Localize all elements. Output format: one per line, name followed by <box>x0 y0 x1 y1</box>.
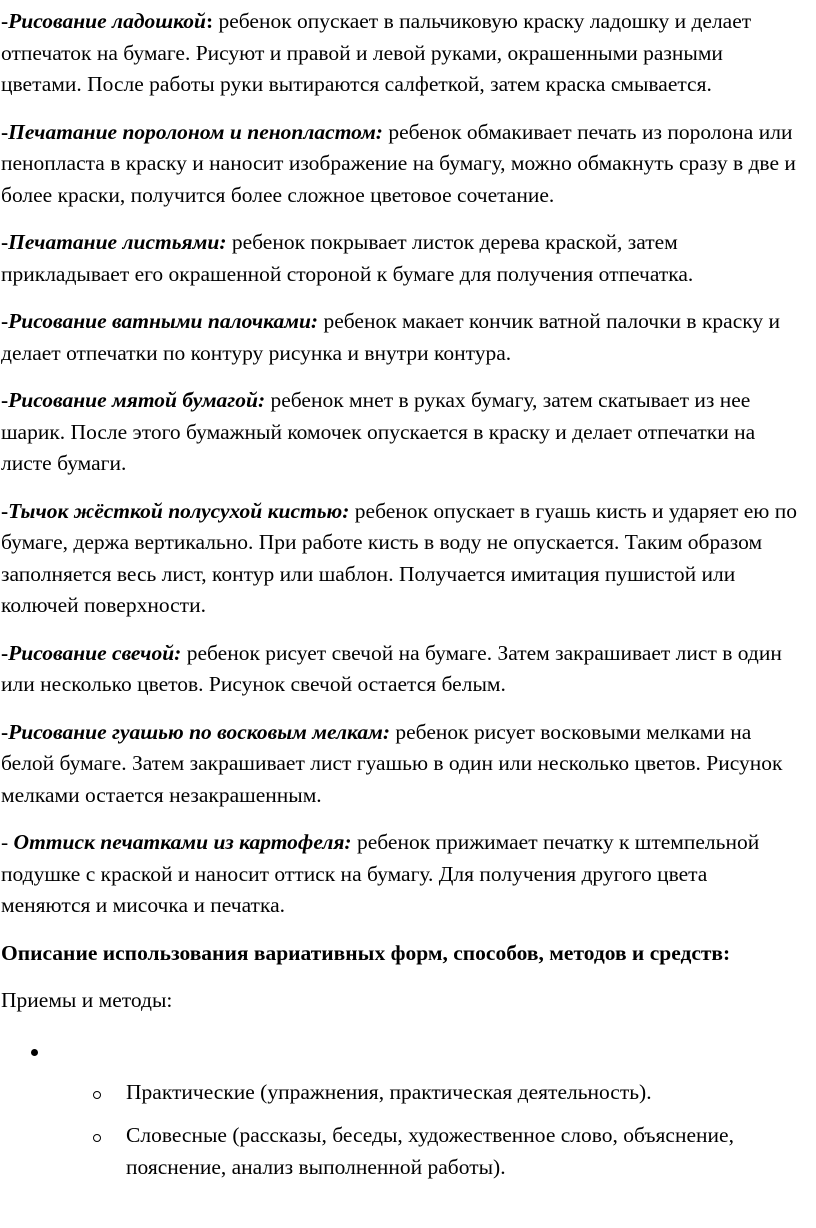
paragraph-prefix: - <box>1 640 9 665</box>
section-heading: Описание использования вариативных форм, способов, методов и средств: <box>1 940 731 965</box>
paragraph-prefix: - <box>1 119 9 144</box>
method-text: Словесные (рассказы, беседы, художественное слово, объяснение, пояснение, анализ выполненной работы). <box>126 1123 734 1179</box>
methods-label: Приемы и методы: <box>1 988 173 1012</box>
technique-paragraph-candle <box>1 638 802 701</box>
technique-term: Рисование ватными палочками: <box>8 309 319 333</box>
paragraph-prefix: - <box>1 388 9 412</box>
paragraph-prefix: - <box>1 498 9 523</box>
technique-paragraph-wax-crayons <box>1 717 802 812</box>
technique-description: ребенок прижимает печатку к штемпельной подушке с краской и наносит оттиск на бумагу. Для получения другого цвета меняются и мисочка и печатка. <box>1 830 760 917</box>
methods-sublist <box>0 1077 816 1184</box>
method-text: Практические (упражнения, практическая деятельность). <box>126 1079 652 1104</box>
technique-description: ребенок макает кончик ватной палочки в краску и делает отпечатки по контуру рисунка и внутри контура. <box>1 309 781 365</box>
technique-term: Печатание поролоном и пенопластом: <box>8 119 383 144</box>
technique-description: ребенок обмакивает печать из поролона или пенопласта в краску и наносит изображение на бумагу, можно обмакнуть сразу в две и более краски, получится более сложное цветовое сочетание. <box>1 119 796 207</box>
technique-description: ребенок опускает в пальчиковую краску ладошку и делает отпечаток на бумаге. Рисуют и правой и левой руками, окрашенными разными цветами. После работы руки вытираются салфеткой, затем краска смывается. <box>1 9 752 96</box>
technique-paragraph-potato-stamps <box>1 827 802 922</box>
technique-term: Оттиск печатками из картофеля: <box>13 830 352 854</box>
technique-description: ребенок рисует восковыми мелками на белой бумаге. Затем закрашивает лист гуашью в один или несколько цветов. Рисунок мелками остается незакрашенным. <box>1 719 783 807</box>
technique-paragraph-cotton-swabs <box>1 306 802 369</box>
methods-sublist-item <box>0 1077 816 1109</box>
bullet-list-item <box>0 1039 816 1077</box>
technique-description: ребенок мнет в руках бумагу, затем скатывает из нее шарик. После этого бумажный комочек опускается в краску и делает отпечатки на листе бумаги. <box>1 388 756 475</box>
technique-paragraph-foam <box>1 117 802 212</box>
bullet-icon <box>31 1049 38 1056</box>
methods-sublist-item <box>0 1120 816 1183</box>
technique-paragraph-palm <box>1 6 802 101</box>
paragraph-prefix: - <box>1 9 9 33</box>
paragraph-prefix: - <box>1 830 14 854</box>
technique-paragraph-leaves <box>1 227 802 290</box>
circle-bullet-icon <box>93 1134 101 1142</box>
term-colon: : <box>205 9 214 33</box>
technique-term: Тычок жёсткой полусухой кистью: <box>8 498 350 523</box>
technique-description: ребенок покрывает листок дерева краской, затем прикладывает его окрашенной стороной к бумаге для получения отпечатка. <box>1 230 694 286</box>
technique-term: Рисование мятой бумагой: <box>8 388 266 412</box>
technique-term: Рисование ладошкой <box>8 9 206 33</box>
technique-paragraph-stiff-brush <box>1 496 802 622</box>
technique-term: Рисование гуашью по восковым мелкам: <box>8 719 390 744</box>
paragraph-prefix: - <box>1 309 9 333</box>
technique-description: ребенок рисует свечой на бумаге. Затем закрашивает лист в один или несколько цветов. Рисунок свечой остается белым. <box>1 640 782 696</box>
technique-term: Печатание листьями: <box>8 230 227 254</box>
paragraph-prefix: - <box>1 719 9 744</box>
technique-paragraph-crumpled-paper <box>1 385 802 480</box>
paragraph-prefix: - <box>1 230 9 254</box>
technique-term: Рисование свечой: <box>8 640 182 665</box>
technique-description: ребенок опускает в гуашь кисть и ударяет ею по бумаге, держа вертикально. При работе кисть в воду не опускается. Таким образом заполняется весь лист, контур или шаблон. Получается имитация пушистой или колючей поверхности. <box>1 498 797 617</box>
circle-bullet-icon <box>93 1091 101 1099</box>
